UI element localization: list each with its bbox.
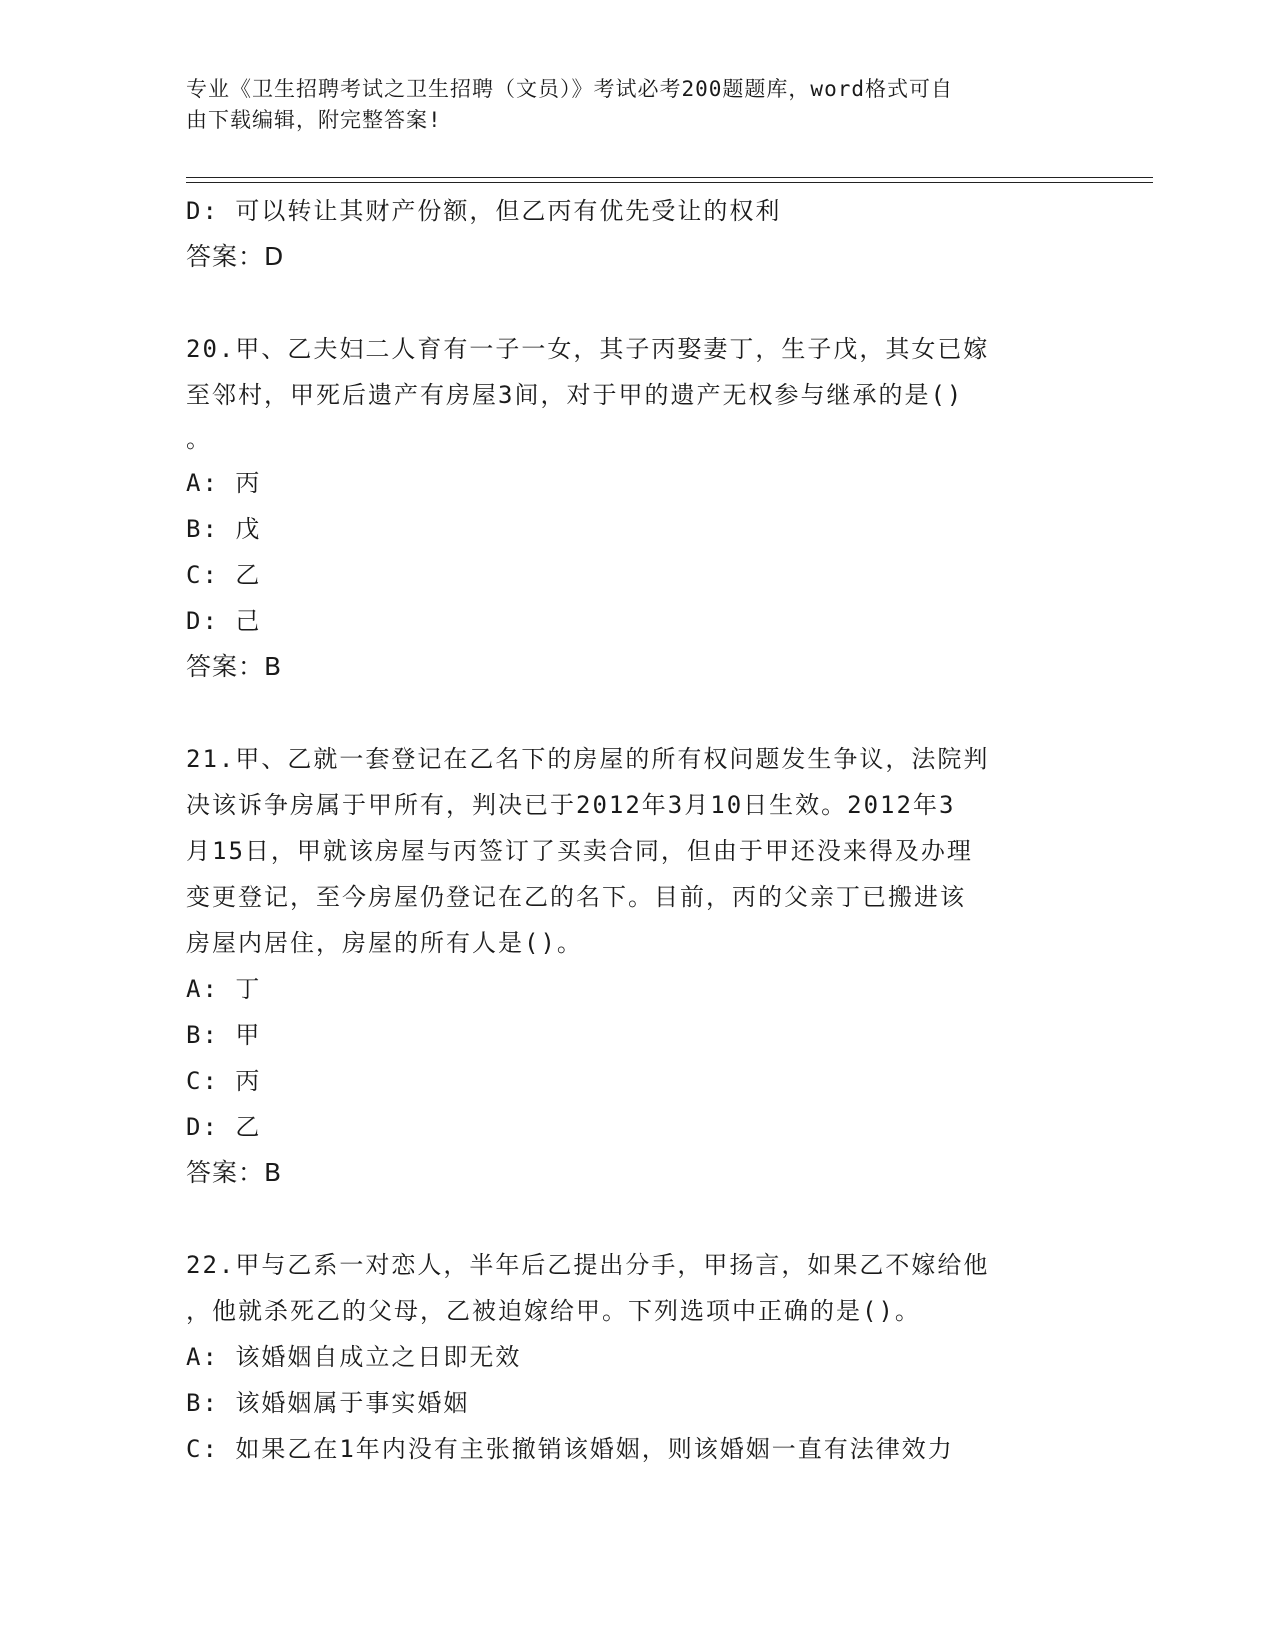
q22-option-a: A: 该婚姻自成立之日即无效: [186, 1343, 522, 1371]
header-line-2: 由下载编辑，附完整答案!: [186, 108, 442, 132]
q22-stem-line: 22.甲与乙系一对恋人，半年后乙提出分手，甲扬言，如果乙不嫁给他: [186, 1251, 990, 1279]
q21-block: [186, 736, 1086, 1196]
q22-option-c: C: 如果乙在1年内没有主张撤销该婚姻，则该婚姻一直有法律效力: [186, 1435, 954, 1463]
q20-block: [186, 326, 1086, 690]
q20-answer: 答案：B: [186, 652, 283, 681]
q21-option-a: A: 丁: [186, 975, 262, 1003]
question-spacer: [186, 690, 1086, 736]
header-line-1: 专业《卫生招聘考试之卫生招聘（文员）》考试必考200题题库，word格式可自: [186, 77, 953, 101]
q20-stem-line: 。: [186, 425, 212, 453]
header-divider-bottom: [186, 182, 1153, 183]
q19-answer: 答案：D: [186, 242, 285, 271]
q21-stem-line: 21.甲、乙就一套登记在乙名下的房屋的所有权问题发生争议，法院判: [186, 745, 990, 773]
q20-stem-line: 20.甲、乙夫妇二人育有一子一女，其子丙娶妻丁，生子戊，其女已嫁: [186, 335, 990, 363]
q20-option-c: C: 乙: [186, 561, 262, 589]
q21-stem-line: 房屋内居住，房屋的所有人是()。: [186, 929, 583, 957]
q20-option-b: B: 戊: [186, 515, 262, 543]
q21-stem-line: 月15日，甲就该房屋与丙签订了买卖合同，但由于甲还没来得及办理: [186, 837, 973, 865]
q21-option-b: B: 甲: [186, 1021, 262, 1049]
q20-option-a: A: 丙: [186, 469, 262, 497]
q20-stem-line: 至邻村，甲死后遗产有房屋3间，对于甲的遗产无权参与继承的是(): [186, 381, 964, 409]
question-spacer: [186, 280, 1086, 326]
q21-stem-line: 变更登记，至今房屋仍登记在乙的名下。目前，丙的父亲丁已搬进该: [186, 883, 966, 911]
q22-block: [186, 1242, 1086, 1472]
q21-option-d: D: 乙: [186, 1113, 262, 1141]
q22-option-b: B: 该婚姻属于事实婚姻: [186, 1389, 470, 1417]
question-content: [186, 188, 1086, 1472]
header-divider-top: [186, 177, 1153, 178]
document-header: [186, 74, 1066, 136]
q21-answer: 答案：B: [186, 1158, 283, 1187]
q19-option-d: D: 可以转让其财产份额，但乙丙有优先受让的权利: [186, 197, 782, 225]
q22-stem-line: ，他就杀死乙的父母，乙被迫嫁给甲。下列选项中正确的是()。: [186, 1297, 921, 1325]
q21-option-c: C: 丙: [186, 1067, 262, 1095]
question-spacer: [186, 1196, 1086, 1242]
q21-stem-line: 决该诉争房属于甲所有，判决已于2012年3月10日生效。2012年3: [186, 791, 956, 819]
q20-option-d: D: 己: [186, 607, 262, 635]
